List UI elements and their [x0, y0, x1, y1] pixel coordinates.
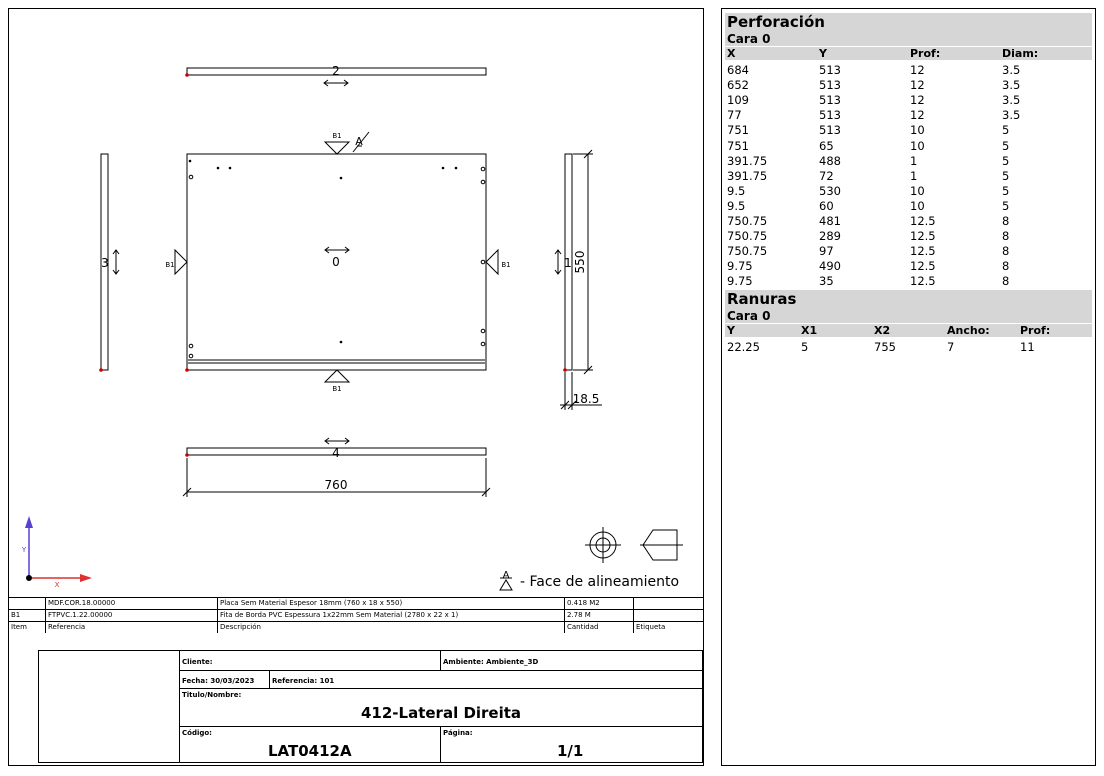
y-axis-arrow: [25, 516, 33, 528]
table-cell: 3.5: [1002, 78, 1021, 93]
table-cell: 10: [910, 198, 925, 213]
table-cell: 3.5: [1002, 93, 1021, 108]
table-cell: 12: [910, 78, 925, 93]
table-cell: 751: [727, 138, 749, 153]
table-row: [725, 244, 1092, 259]
drilling-face-label: Cara 0: [725, 32, 1092, 46]
page-label: Página:: [443, 729, 473, 737]
table-cell: 12.5: [910, 229, 936, 244]
table-cell: 490: [819, 259, 841, 274]
reference-label: Referencia: 101: [272, 677, 335, 685]
table-cell: 684: [727, 63, 749, 77]
table-cell: 72: [819, 168, 834, 183]
table-cell: 750.75: [727, 244, 768, 259]
thickness-dimension: 18.5: [572, 392, 600, 406]
date-label: Fecha: 30/03/2023: [182, 677, 255, 685]
table-row: [725, 93, 1092, 108]
table-cell: 12.5: [910, 259, 936, 274]
table-cell: 9.5: [727, 198, 746, 213]
table-row: [725, 154, 1092, 169]
x-axis-label: X: [54, 581, 60, 589]
y-axis-label: Y: [21, 546, 27, 554]
table-cell: 8: [1002, 274, 1010, 289]
table-cell: 5: [1002, 168, 1010, 183]
table-cell: 5: [1002, 153, 1010, 168]
width-dimension: 760: [324, 478, 348, 492]
edge-label-left: B1: [165, 261, 175, 269]
table-cell: 8: [1002, 259, 1010, 274]
part-number-left: 3: [101, 256, 109, 270]
table-cell: 513: [819, 93, 841, 108]
table-cell: 35: [819, 274, 834, 289]
code-label: Código:: [182, 729, 212, 737]
table-row: [725, 139, 1092, 154]
table-cell: 750.75: [727, 214, 768, 228]
table-cell: 652: [727, 78, 749, 93]
table-cell: 9.75: [727, 259, 753, 274]
grooves-face-label: Cara 0: [725, 309, 1092, 323]
drilling-section-title: Perforación: [725, 13, 1092, 32]
face-legend-text: - Face de alineamiento: [520, 574, 680, 590]
table-row: [725, 108, 1092, 123]
part-number-bottom: 4: [332, 446, 340, 460]
table-cell: 9.5: [727, 183, 746, 198]
table-cell: 22.25: [727, 340, 760, 354]
table-cell: 481: [819, 214, 841, 228]
table-cell: 5: [1002, 183, 1010, 198]
table-row: [725, 259, 1092, 274]
part-title: 412-Lateral Direita: [361, 704, 522, 722]
table-cell: 97: [819, 244, 834, 259]
table-row: [725, 214, 1092, 229]
table-cell: 12: [910, 93, 925, 108]
ambiente-label: Ambiente: Ambiente_3D: [443, 658, 539, 666]
table-cell: 12.5: [910, 274, 936, 289]
client-label: Cliente:: [182, 658, 213, 666]
page-number: 1/1: [557, 742, 584, 760]
table-cell: 8: [1002, 229, 1010, 244]
edge-marker-left: [175, 250, 187, 274]
table-cell: 755: [874, 340, 896, 354]
part-number-top: 2: [332, 64, 340, 78]
title-block: [38, 650, 703, 763]
table-cell: 289: [819, 229, 841, 244]
face-legend-mark: [500, 580, 512, 590]
part-code: LAT0412A: [268, 742, 352, 760]
table-row: [725, 63, 1092, 78]
parts-row: B1 FTPVC.1.22.00000 Fita de Borda PVC Espessura 1x22mm Sem Material (2780 x 22 x 1) 2.78 M: [9, 610, 703, 621]
table-cell: 77: [727, 108, 742, 123]
table-cell: 5: [801, 340, 809, 354]
drilling-table-header: X Y Prof: Diam:: [725, 47, 1092, 60]
table-cell: 5: [1002, 138, 1010, 153]
table-row: [725, 274, 1092, 289]
table-row: [725, 199, 1092, 214]
edge-label-right: B1: [501, 261, 511, 269]
table-cell: 10: [910, 138, 925, 153]
edge-label-bottom: B1: [332, 385, 342, 393]
table-cell: 750.75: [727, 229, 768, 244]
grooves-table-header: Y X1 X2 Ancho: Prof:: [725, 324, 1092, 337]
table-cell: 12.5: [910, 244, 936, 259]
x-axis-arrow: [80, 574, 92, 582]
table-row: [725, 169, 1092, 184]
table-cell: 513: [819, 123, 841, 138]
table-row: [725, 340, 1092, 355]
edge-marker-top: [325, 142, 349, 154]
grooves-section-title: Ranuras: [725, 290, 1092, 309]
table-cell: 1: [910, 168, 918, 183]
table-cell: 5: [1002, 198, 1010, 213]
table-cell: 8: [1002, 244, 1010, 259]
table-cell: 751: [727, 123, 749, 138]
table-cell: 488: [819, 153, 841, 168]
table-cell: 60: [819, 198, 834, 213]
edge-label-top: B1: [332, 132, 342, 140]
table-cell: 10: [910, 123, 925, 138]
table-cell: 12: [910, 108, 925, 123]
face-legend-letter: A: [502, 570, 510, 581]
table-cell: 1: [910, 153, 918, 168]
table-cell: 7: [947, 340, 955, 354]
axis-origin: [26, 575, 32, 581]
table-cell: 513: [819, 78, 841, 93]
height-dimension: 550: [573, 250, 587, 274]
parts-header-row: Item Referencia Descripción Cantidad Etiqueta: [9, 622, 703, 633]
table-cell: 12.5: [910, 214, 936, 228]
table-cell: 65: [819, 138, 834, 153]
table-cell: 391.75: [727, 168, 768, 183]
machining-panel: [721, 8, 1096, 766]
table-cell: 12: [910, 63, 925, 77]
edge-marker-bottom: [325, 370, 349, 382]
technical-drawing: [0, 0, 710, 600]
table-cell: 3.5: [1002, 63, 1021, 77]
table-row: [725, 229, 1092, 244]
table-cell: 530: [819, 183, 841, 198]
face-label-top: A: [355, 135, 363, 148]
table-cell: 8: [1002, 214, 1010, 228]
table-cell: 391.75: [727, 153, 768, 168]
edge-marker-right: [486, 250, 498, 274]
part-number-center: 0: [332, 255, 340, 269]
table-cell: 109: [727, 93, 749, 108]
parts-row: MDF.COR.18.00000 Placa Sem Material Espesor 18mm (760 x 18 x 550) 0.418 M2: [9, 598, 703, 609]
table-cell: 10: [910, 183, 925, 198]
table-cell: 3.5: [1002, 108, 1021, 123]
part-number-right: 1: [564, 256, 572, 270]
title-label: Titulo/Nombre:: [182, 691, 242, 699]
table-cell: 513: [819, 63, 841, 77]
table-cell: 9.75: [727, 274, 753, 289]
table-row: [725, 78, 1092, 93]
table-cell: 11: [1020, 340, 1035, 354]
table-row: [725, 184, 1092, 199]
table-row: [725, 123, 1092, 138]
table-cell: 513: [819, 108, 841, 123]
table-cell: 5: [1002, 123, 1010, 138]
